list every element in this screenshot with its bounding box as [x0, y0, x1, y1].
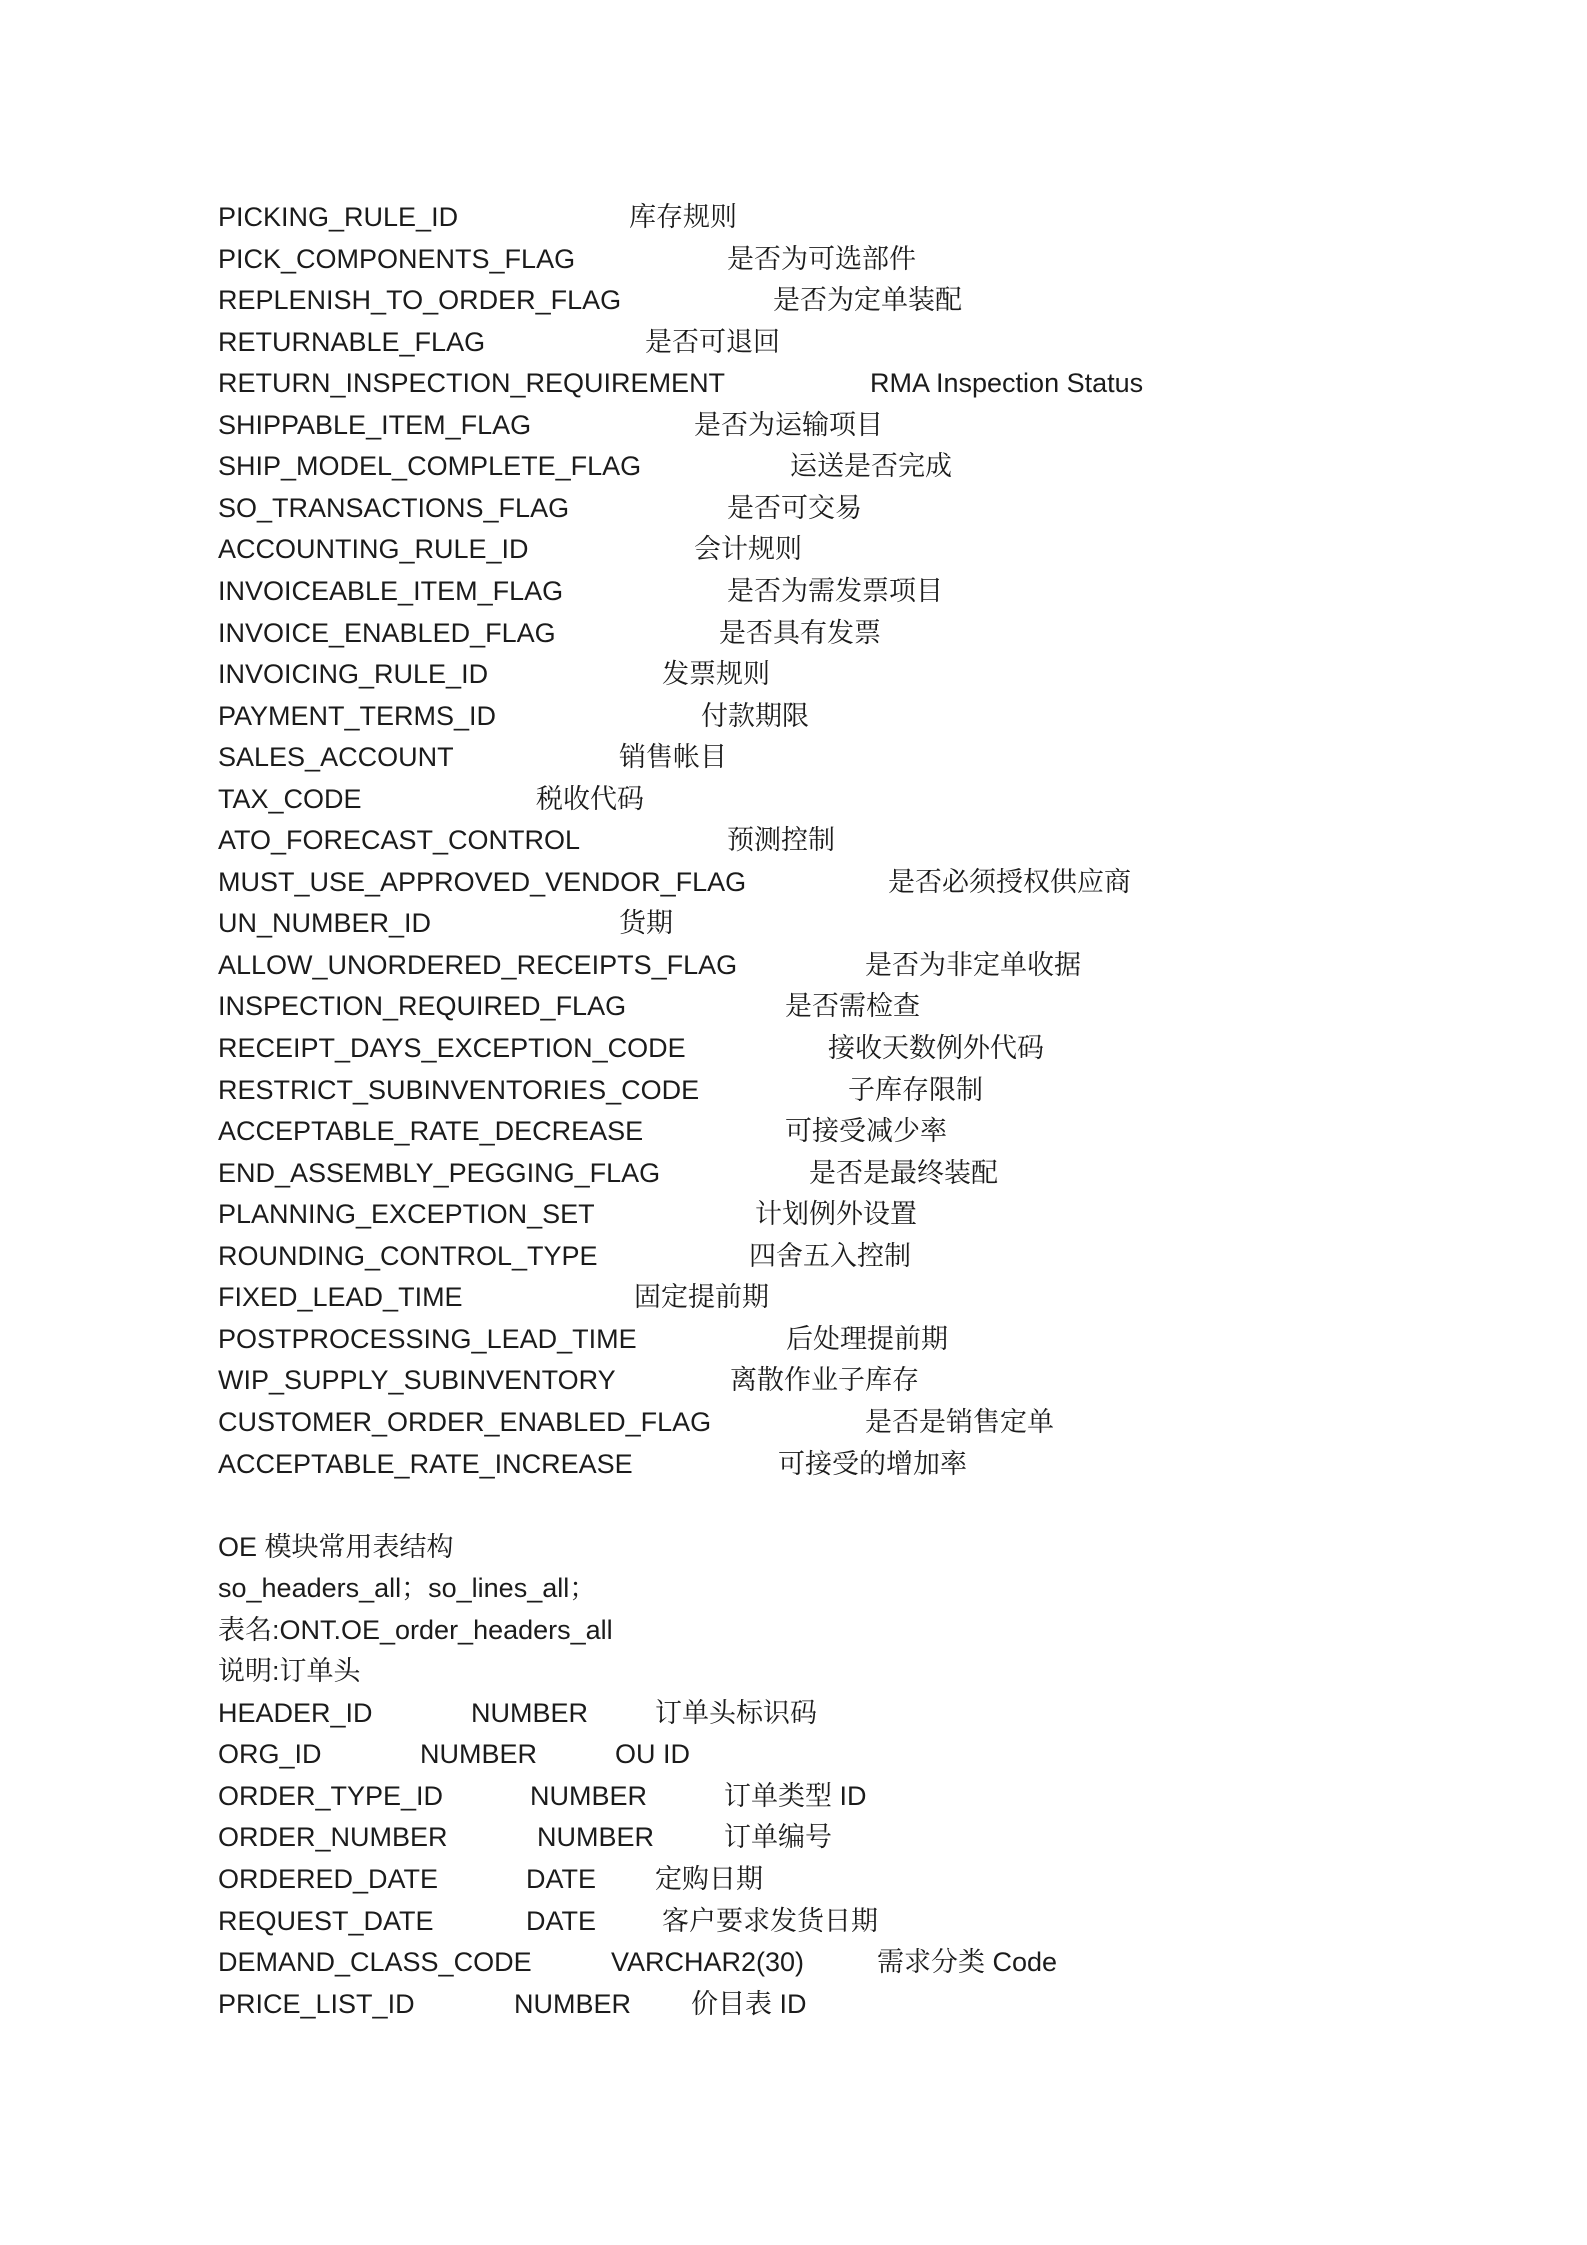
- field-description: 是否为定单装配: [773, 285, 962, 315]
- field-name: ACCOUNTING_RULE_ID: [218, 534, 529, 564]
- field-name: ORDER_TYPE_ID: [218, 1781, 444, 1811]
- field-description: 预测控制: [727, 825, 835, 855]
- field-description: 是否可退回: [645, 327, 780, 357]
- field-description: 货期: [619, 908, 673, 938]
- field-name: ROUNDING_CONTROL_TYPE: [218, 1241, 598, 1271]
- field-name: PICK_COMPONENTS_FLAG: [218, 244, 576, 274]
- field-description: 接收天数例外代码: [828, 1033, 1044, 1063]
- section2-table-desc-line: 说明:订单头: [218, 1656, 361, 1686]
- field-datatype: DATE: [526, 1906, 597, 1936]
- field-description: 四舍五入控制: [749, 1241, 911, 1271]
- field-description: 库存规则: [629, 202, 737, 232]
- field-name: WIP_SUPPLY_SUBINVENTORY: [218, 1365, 616, 1395]
- field-description: 发票规则: [662, 659, 770, 689]
- field-datatype: NUMBER: [514, 1989, 632, 2019]
- field-description: 固定提前期: [634, 1282, 769, 1312]
- field-name: SHIPPABLE_ITEM_FLAG: [218, 410, 532, 440]
- field-name: RETURNABLE_FLAG: [218, 327, 486, 357]
- field-name: REPLENISH_TO_ORDER_FLAG: [218, 285, 622, 315]
- field-description: 需求分类 Code: [877, 1947, 1058, 1977]
- field-name: PLANNING_EXCEPTION_SET: [218, 1199, 595, 1229]
- field-name: ALLOW_UNORDERED_RECEIPTS_FLAG: [218, 950, 738, 980]
- field-description: RMA Inspection Status: [870, 368, 1144, 398]
- field-description: 离散作业子库存: [730, 1365, 919, 1395]
- field-description: 是否是最终装配: [809, 1158, 998, 1188]
- field-name: INVOICEABLE_ITEM_FLAG: [218, 576, 564, 606]
- field-name: HEADER_ID: [218, 1698, 373, 1728]
- field-name: INVOICING_RULE_ID: [218, 659, 489, 689]
- field-description: 可接受减少率: [785, 1116, 947, 1146]
- field-name: INVOICE_ENABLED_FLAG: [218, 618, 556, 648]
- field-description: 子库存限制: [848, 1075, 983, 1105]
- field-name: REQUEST_DATE: [218, 1906, 434, 1936]
- field-description: 税收代码: [536, 784, 644, 814]
- field-name: INSPECTION_REQUIRED_FLAG: [218, 991, 627, 1021]
- field-description: 是否具有发票: [719, 618, 881, 648]
- field-name: PRICE_LIST_ID: [218, 1989, 415, 2019]
- field-description: 计划例外设置: [755, 1199, 917, 1229]
- field-datatype: VARCHAR2(30): [611, 1947, 805, 1977]
- field-name: RECEIPT_DAYS_EXCEPTION_CODE: [218, 1033, 686, 1063]
- field-name: DEMAND_CLASS_CODE: [218, 1947, 532, 1977]
- field-description: 是否需检查: [785, 991, 920, 1021]
- field-datatype: DATE: [526, 1864, 597, 1894]
- section2-heading: OE 模块常用表结构: [218, 1532, 454, 1562]
- field-description: 价目表 ID: [691, 1989, 807, 2019]
- section2-table-names: so_headers_all；so_lines_all；: [218, 1573, 597, 1603]
- field-description: 运送是否完成: [790, 451, 952, 481]
- field-name: MUST_USE_APPROVED_VENDOR_FLAG: [218, 867, 747, 897]
- field-name: CUSTOMER_ORDER_ENABLED_FLAG: [218, 1407, 712, 1437]
- field-description: 可接受的增加率: [778, 1449, 967, 1479]
- field-name: RESTRICT_SUBINVENTORIES_CODE: [218, 1075, 700, 1105]
- field-name: ACCEPTABLE_RATE_DECREASE: [218, 1116, 644, 1146]
- field-datatype: NUMBER: [420, 1739, 538, 1769]
- field-datatype: NUMBER: [537, 1822, 655, 1852]
- field-name: RETURN_INSPECTION_REQUIREMENT: [218, 368, 726, 398]
- field-name: END_ASSEMBLY_PEGGING_FLAG: [218, 1158, 661, 1188]
- field-description: OU ID: [615, 1739, 691, 1769]
- field-name: SO_TRANSACTIONS_FLAG: [218, 493, 570, 523]
- field-description: 是否可交易: [727, 493, 862, 523]
- field-description: 是否为运输项目: [694, 410, 883, 440]
- field-name: ORG_ID: [218, 1739, 322, 1769]
- field-description: 是否是销售定单: [865, 1407, 1054, 1437]
- field-name: ORDERED_DATE: [218, 1864, 439, 1894]
- field-name: ACCEPTABLE_RATE_INCREASE: [218, 1449, 633, 1479]
- field-description: 后处理提前期: [786, 1324, 948, 1354]
- field-name: ORDER_NUMBER: [218, 1822, 448, 1852]
- field-description: 客户要求发货日期: [662, 1906, 878, 1936]
- field-description: 订单头标识码: [655, 1698, 817, 1728]
- field-datatype: NUMBER: [530, 1781, 648, 1811]
- field-name: TAX_CODE: [218, 784, 362, 814]
- field-description: 是否为需发票项目: [727, 576, 943, 606]
- section2-table-name-line: 表名:ONT.OE_order_headers_all: [218, 1615, 613, 1645]
- field-description: 是否必须授权供应商: [888, 867, 1131, 897]
- field-datatype: NUMBER: [471, 1698, 589, 1728]
- field-description: 是否为可选部件: [727, 244, 916, 274]
- field-description: 付款期限: [701, 701, 809, 731]
- field-name: PAYMENT_TERMS_ID: [218, 701, 497, 731]
- field-name: SALES_ACCOUNT: [218, 742, 454, 772]
- field-name: POSTPROCESSING_LEAD_TIME: [218, 1324, 637, 1354]
- field-name: FIXED_LEAD_TIME: [218, 1282, 463, 1312]
- field-name: SHIP_MODEL_COMPLETE_FLAG: [218, 451, 642, 481]
- field-description: 会计规则: [694, 534, 802, 564]
- field-description: 订单编号: [724, 1822, 832, 1852]
- field-name: PICKING_RULE_ID: [218, 202, 459, 232]
- field-description: 销售帐目: [619, 742, 727, 772]
- field-name: ATO_FORECAST_CONTROL: [218, 825, 581, 855]
- field-description: 定购日期: [655, 1864, 763, 1894]
- field-description: 订单类型 ID: [724, 1781, 867, 1811]
- field-description: 是否为非定单收据: [865, 950, 1081, 980]
- field-name: UN_NUMBER_ID: [218, 908, 432, 938]
